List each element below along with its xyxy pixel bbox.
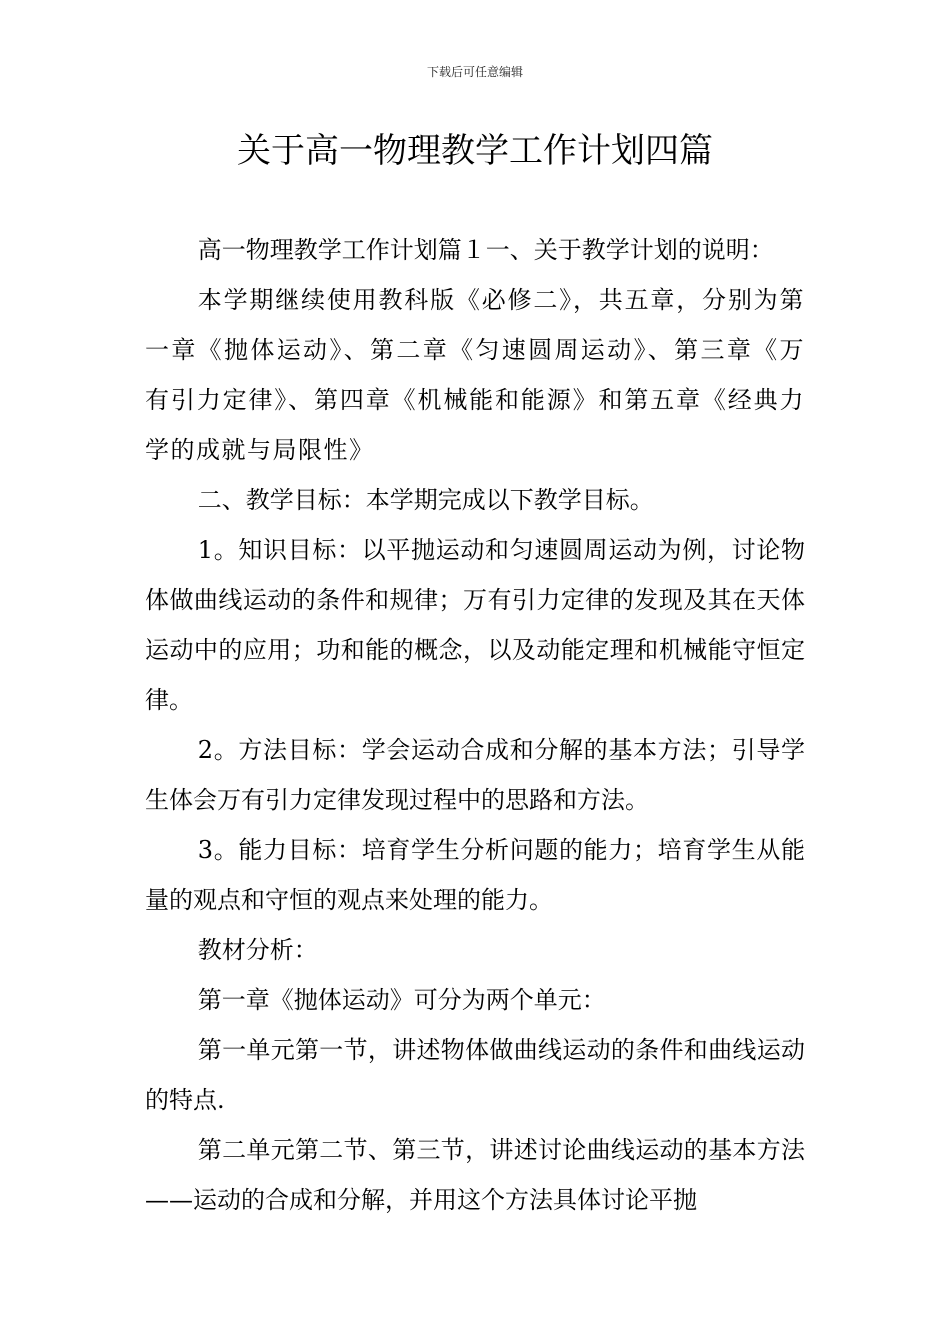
paragraph-unit-one: 第一单元第一节，讲述物体做曲线运动的条件和曲线运动的特点. [145,1036,805,1114]
document-title: 关于高一物理教学工作计划四篇 [237,131,713,171]
paragraph-textbook-analysis: 教材分析： [197,936,318,964]
paragraph-plan-intro: 高一物理教学工作计划篇１一、关于教学计划的说明： [197,236,774,264]
paragraph-knowledge-goal: 1。知识目标：以平抛运动和匀速圆周运动为例，讨论物体做曲线运动的条件和规律；万有引力定律的发现及其在天体运动中的应用；功和能的概念，以及动能定理和机械能守恒定律。 [145,536,805,714]
paragraph-method-goal: 2。方法目标：学会运动合成和分解的基本方法；引导学生体会万有引力定律发现过程中的思路和方法。 [145,736,805,814]
paragraph-chapter-one: 第一章《抛体运动》可分为两个单元： [197,986,606,1014]
paragraph-ability-goal: 3。能力目标：培育学生分析问题的能力；培育学生从能量的观点和守恒的观点来处理的能力。 [145,836,805,914]
document-body [145,225,805,1225]
paragraph-textbook-chapters: 本学期继续使用教科版《必修二》，共五章，分别为第一章《抛体运动》、第二章《匀速圆周运动》、第三章《万有引力定律》、第四章《机械能和能源》和第五章《经典力学的成就与局限性》 [145,286,805,464]
page-header-note: 下载后可任意编辑 [426,65,523,79]
paragraph-unit-two: 第二单元第二节、第三节，讲述讨论曲线运动的基本方法——运动的合成和分解，并用这个方法具体讨论平抛 [145,1136,805,1214]
paragraph-teaching-goals: 二、教学目标：本学期完成以下教学目标。 [197,486,654,514]
